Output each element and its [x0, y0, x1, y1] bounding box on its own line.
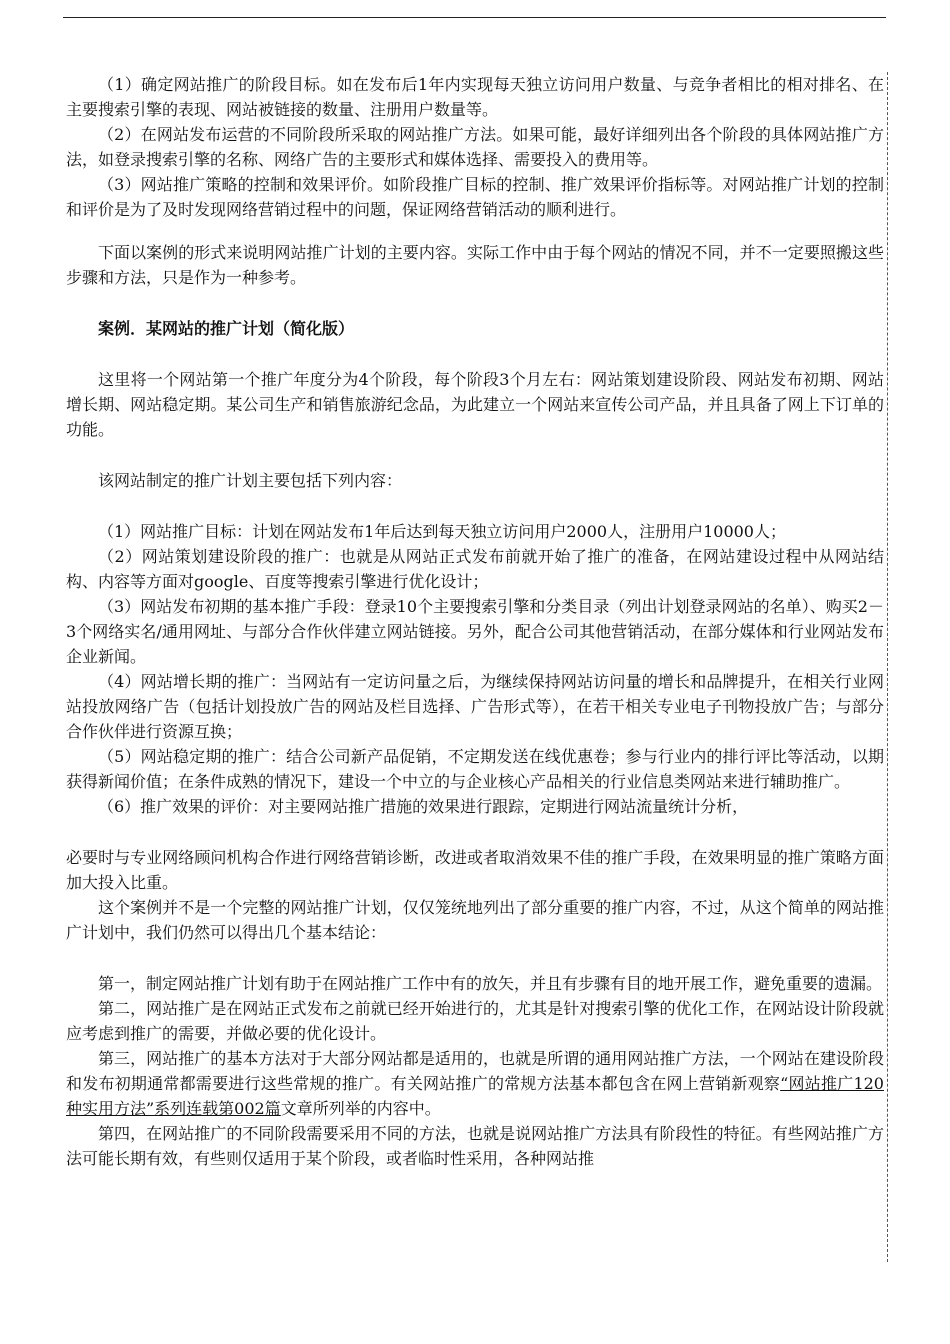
conclusion-third-text: 第三，网站推广的基本方法对于大部分网站都是适用的，也就是所谓的通用网站推广方法，一个网站在建设阶段和发布初期通常都需要进行这些常规的推广。有关网站推广的常规方法基本都包含在网上营销新观察	[66, 1049, 884, 1093]
plan-item-4: （4）网站增长期的推广：当网站有一定访问量之后，为继续保持网站访问量的增长和品牌提升，在相关行业网站投放网络广告（包括计划投放广告的网站及栏目选择、广告形式等），在若干相关专业电子刊物投放广告；与部分合作伙伴进行资源互换；	[66, 672, 884, 741]
document-body	[66, 72, 884, 1171]
conclusion-third	[66, 1046, 884, 1121]
plan-item-3: （3）网站发布初期的基本推广手段：登录10个主要搜索引擎和分类目录（列出计划登录网站的名单）、购买2－3个网络实名/通用网址、与部分合作伙伴建立网站链接。另外，配合公司其他营销活动，在部分媒体和行业网站发布企业新闻。	[66, 597, 884, 666]
plan-item-1: （1）网站推广目标：计划在网站发布1年后达到每天独立访问用户2000人，注册用户10000人；	[98, 522, 786, 541]
conclusion-second: 第二，网站推广是在网站正式发布之前就已经开始进行的，尤其是针对搜索引擎的优化工作，在网站设计阶段就应考虑到推广的需要，并做必要的优化设计。	[66, 999, 884, 1043]
paragraph-conclusion-lead: 这个案例并不是一个完整的网站推广计划，仅仅笼统地列出了部分重要的推广内容，不过，从这个简单的网站推广计划中，我们仍然可以得出几个基本结论：	[66, 898, 884, 942]
paragraph-goal-item-2: （2）在网站发布运营的不同阶段所采取的网站推广方法。如果可能，最好详细列出各个阶段的具体网站推广方法，如登录搜索引擎的名称、网络广告的主要形式和媒体选择、需要投入的费用等。	[66, 125, 884, 169]
paragraph-goal-item-3: （3）网站推广策略的控制和效果评价。如阶段推广目标的控制、推广效果评价指标等。对网站推广计划的控制和评价是为了及时发现网络营销过程中的问题，保证网络营销活动的顺利进行。	[66, 175, 884, 219]
plan-item-2: （2）网站策划建设阶段的推广：也就是从网站正式发布前就开始了推广的准备，在网站建设过程中从网站结构、内容等方面对google、百度等搜索引擎进行优化设计；	[66, 547, 884, 591]
paragraph-case-overview: 这里将一个网站第一个推广年度分为4个阶段，每个阶段3个月左右：网站策划建设阶段、网站发布初期、网站增长期、网站稳定期。某公司生产和销售旅游纪念品，为此建立一个网站来宣传公司产品，并且具备了网上下订单的功能。	[66, 370, 884, 439]
conclusion-first: 第一，制定网站推广计划有助于在网站推广工作中有的放矢，并且有步骤有目的地开展工作，避免重要的遗漏。	[98, 974, 883, 993]
conclusion-third-tail: 文章所列举的内容中。	[280, 1099, 441, 1118]
header-rule	[63, 17, 886, 18]
paragraph-goal-item-1: （1）确定网站推广的阶段目标。如在发布后1年内实现每天独立访问用户数量、与竞争者相比的相对排名、在主要搜索引擎的表现、网站被链接的数量、注册用户数量等。	[66, 75, 884, 119]
plan-item-6-continued: 必要时与专业网络顾问机构合作进行网络营销诊断，改进或者取消效果不佳的推广手段，在效果明显的推广策略方面加大投入比重。	[66, 848, 884, 892]
paragraph-intro-case: 下面以案例的形式来说明网站推广计划的主要内容。实际工作中由于每个网站的情况不同，并不一定要照搬这些步骤和方法，只是作为一种参考。	[66, 243, 884, 287]
paragraph-plan-lead: 该网站制定的推广计划主要包括下列内容：	[98, 471, 403, 490]
case-title: 案例．某网站的推广计划（简化版）	[98, 319, 355, 338]
conclusion-fourth: 第四，在网站推广的不同阶段需要采用不同的方法，也就是说网站推广方法具有阶段性的特征。有些网站推广方法可能长期有效，有些则仅适用于某个阶段，或者临时性采用，各种网站推	[66, 1124, 884, 1168]
series-article-link[interactable]: “网站推广120种实用方法”系列连载第002篇	[66, 1074, 884, 1118]
margin-rule	[887, 72, 888, 1262]
plan-item-6: （6）推广效果的评价：对主要网站推广措施的效果进行跟踪，定期进行网站流量统计分析，	[98, 797, 749, 816]
plan-item-5: （5）网站稳定期的推广：结合公司新产品促销，不定期发送在线优惠卷；参与行业内的排行评比等活动，以期获得新闻价值；在条件成熟的情况下，建设一个中立的与企业核心产品相关的行业信息类网站来进行辅助推广。	[66, 747, 884, 791]
